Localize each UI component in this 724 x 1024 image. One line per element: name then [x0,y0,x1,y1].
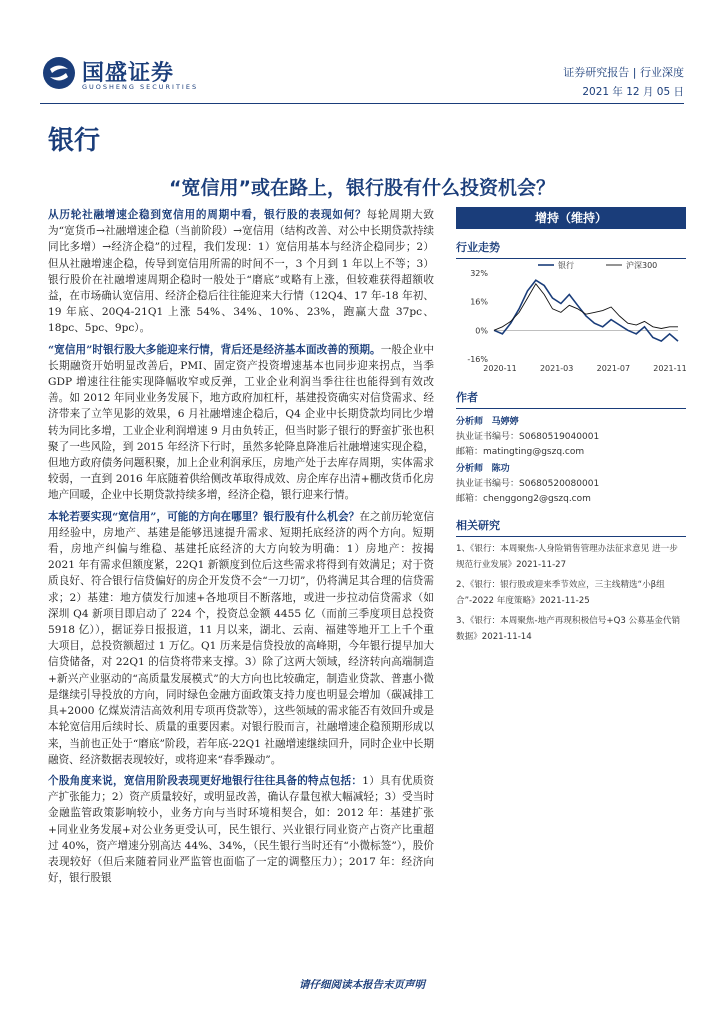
header-divider [40,103,684,104]
legend-label-1: 银行 [558,261,574,270]
brand-name-cn: 国盛证券 [82,61,175,86]
analyst-1 [456,415,686,460]
analyst-2-email-line: 邮箱：chenggong2@gszq.com [456,494,591,504]
brand-name-en: GUOSHENG SECURITIES [82,83,199,91]
paragraph-3-lead: 本轮若要实现“宽信用”，可能的方向在哪里？银行股有什么机会？ [48,510,360,523]
analyst-1-email-line: 邮箱：matingting@gszq.com [456,447,585,457]
related-report-1[interactable]: 1、《银行：本周聚焦-人身险销售管理办法征求意见 进一步规范行业发展》2021-11-27 [456,544,678,570]
related-report-2[interactable]: 2、《银行：银行股或迎来季节效应，三主线精选“小β组合”-2022 年度策略》2021-11-25 [456,580,665,606]
analyst-1-name-line: 分析师 马婷婷 [456,417,519,427]
paragraph-1-lead: 从历轮社融增速企稳到宽信用的周期中看，银行股的表现如何？ [48,209,367,221]
x-tick-label: 2020-11 [483,364,517,373]
analyst-2-email[interactable]: chenggong2@gszq.com [483,494,591,504]
main-body [48,207,434,891]
x-tick-label: 2021-07 [596,364,631,373]
report-date: 2021 年 12 月 05 日 [582,86,684,98]
x-tick-label: 2021-03 [539,364,574,373]
related-report-3[interactable]: 3、《银行：本周聚焦-地产再现积极信号+Q3 公募基金代销数据》2021-11-14 [456,616,681,642]
y-tick-label: -16% [467,355,488,364]
analyst-2-name-line: 分析师 陈功 [456,464,510,474]
authors-section-title: 作者 [456,389,686,409]
paragraph-3 [48,509,434,768]
series-line-2 [494,284,678,331]
paragraph-2-text: 一般企业中长期融资开始明显改善后，PMI、固定资产投资增速基本也同步迎来拐点，当季 GDP 增速往往能实现降幅收窄或反弹，工业企业利润当季往往也能得到有效改善。如 2012 年同业业务发展下，地方政府加杠杆，基建投资确实对信贷需求、经济带来了立竿见影的效果，6 月社融增速企稳后，Q4 企业中长期贷款均同比少增转为同比多增，工业企业利润增速 9 月由负转正，但当时影子银行的野蛮扩张也积聚了一些风险，到 2015 年经济下行时，虽然多轮降息降准后社融增速实现企稳，但地方政府债务问题积聚，加上企业利润承压，房地产处于去库存周期，实体需求较弱，一直到 2016 年底随着供给侧改革取得成效、房企库存出清+棚改货币化房地产回暖，企业中长期贷款持续多增，经济企稳，银行迎来行情。 [48,343,435,502]
y-tick-label: 16% [470,297,488,307]
legend-label-2: 沪深300 [626,261,658,270]
report-title: “宽信用”或在路上，银行股有什么投资机会？ [169,177,555,199]
paragraph-2 [48,342,434,504]
x-tick-label: 2021-11 [653,364,686,373]
series-line-1 [494,280,678,341]
report-type: 证券研究报告 | 行业深度 [563,66,684,79]
paragraph-1-text: 每轮周期大致为“宽货币→社融增速企稳（当前阶段）→宽信用（结构改善、对公中长期贷款持续同比多增）→经济企稳”的过程，我们发现：1）宽信用基本与经济企稳同步；2）但从社融增速企稳，传导到宽信用所需的时间不一，3 个月到 1 年以上不等；3）银行股价在社融增速周期企稳时一般处于“磨底”或略有上涨，但较难获得超额收益，在市场确认宽信用、经济企稳后往往能迎来大行情（12Q4、17 年-18 年初、19 年底、20Q4-21Q1 上涨 54%、34%、10%、23%，跑赢大盘 37pc、18pc、5pc、9pc）。 [48,209,435,335]
paragraph-3-text: 在之前历轮宽信用经验中，房地产、基建是能够迅速提升需求、短期托底经济的两个方向。短期看，房地产纠偏与维稳、基建托底经济的大方向较为明确：1）房地产：按揭 2021 年有需求但额度紧，22Q1 新额度到位后这些需求将得到有效满足；对于资质良好、符合银行信贷偏好的房企开发贷不会“一刀切”，仍将满足其合理的信贷需求；2）基建：地方债发行加速+各地项目不断落地，或进一步拉动信贷需求（如深圳 Q4 新项目即启动了 224 个，投资总金额 4455 亿（而前三季度项目总投资 5918 亿）），据证券日报报道，11 月以来，湖北、云南、福建等地开工上千个重大项目，总投资额超过 1 万亿。Q1 历来是信贷投放的高峰期，今年银行提早加大信贷储备，对 22Q1 的信贷将带来支撑。3）除了这两大领域，经济转向高端制造+新兴产业驱动的“高质量发展模式”的大方向也比较确定，制造业贷款、普惠小微是继续引导投放的方向，同时绿色金融方面政策支持力度也明显会增加（碳减排工具+2000 亿煤炭清洁高效利用专项再贷款等），这些领域的需求能否有效回升或是本轮宽信用后续时长、质量的重要因素。对银行股而言，社融增速企稳预期形成以来，当前也正处于“磨底”阶段，若年底-22Q1 社融增速继续回升，同时企业中长期融资、经济数据表现较好，或将迎来“春季躁动”。 [48,510,435,766]
analyst-2 [456,462,686,507]
trend-chart-svg [456,259,686,379]
trend-chart [456,259,686,379]
trend-section-title: 行业走势 [456,239,686,259]
paragraph-2-lead: “宽信用”时银行股大多能迎来行情，背后还是经济基本面改善的预期。 [48,343,381,356]
analyst-2-cert-line: 执业证书编号：S0680520080001 [456,479,600,489]
rating-badge: 增持（维持） [456,207,686,229]
side-column [456,207,686,645]
paragraph-1 [48,207,434,337]
y-tick-label: 32% [470,269,488,278]
sector-name: 银行 [48,126,101,156]
paragraph-4-lead: 个股角度来说，宽信用阶段表现更好地银行往往具备的特点包括： [48,774,363,787]
analyst-1-cert-line: 执业证书编号：S0680519040001 [456,432,600,442]
related-section-title: 相关研究 [456,517,686,537]
brand-logo [42,56,199,96]
analyst-1-email[interactable]: matingting@gszq.com [483,447,585,457]
logo-mark-icon [42,56,76,90]
paragraph-4-text: 1）具有优质资产扩张能力；2）资产质量较好，或明显改善，确认存量包袱大幅减轻；3）受当时金融监管政策影响较小，业务方向与当时环境相契合，如：2012 年：基建扩张+同业业务发展+对公业务更受认可，民生银行、兴业银行同业资产占资产比重超过 40%，资产增速分别高达 44%、34%，（民生银行当时还有“小微标签”），股价表现较好（但后来随着同业严监管也面临了一定的调整压力）；2017 年：经济向好，银行股银 [48,774,434,885]
paragraph-4 [48,773,434,886]
footer-disclaimer: 请仔细阅读本报告末页声明 [299,979,425,991]
y-tick-label: 0% [475,326,488,336]
